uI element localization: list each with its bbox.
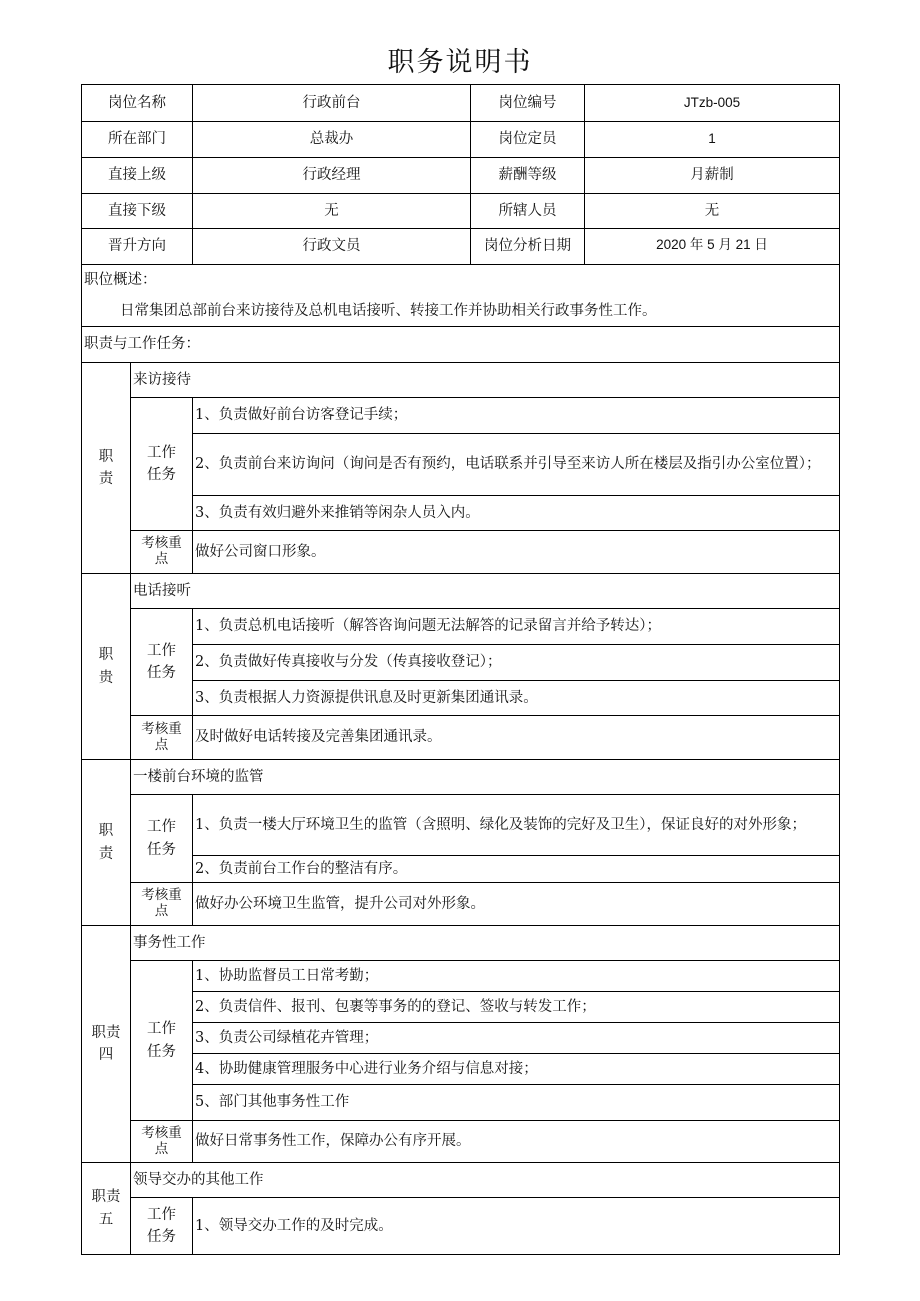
task-item: 1、负责总机电话接听（解答咨询问题无法解答的记录留言并给予转达）； [193, 609, 840, 645]
info-value: 月薪制 [585, 158, 840, 194]
document-title: 职务说明书 [387, 47, 533, 78]
job-description-table [81, 84, 840, 1255]
task-row [82, 1023, 840, 1054]
task-item: 1、领导交办工作的及时完成。 [193, 1198, 840, 1255]
task-label: 工作任务 [131, 795, 193, 883]
duty-5-label: 职责五 [82, 1163, 131, 1255]
assess-row [82, 1121, 840, 1163]
info-value: 行政经理 [193, 158, 471, 194]
duty-5-title: 领导交办的其他工作 [131, 1163, 840, 1198]
assess-text: 做好公司窗口形象。 [193, 531, 840, 574]
assess-row [82, 716, 840, 760]
assess-text: 做好日常事务性工作，保障办公有序开展。 [193, 1121, 840, 1163]
task-row [82, 398, 840, 434]
duty-1-title: 来访接待 [131, 363, 840, 398]
task-item: 2、负责做好传真接收与分发（传真接收登记）； [193, 645, 840, 681]
info-label: 直接上级 [82, 158, 193, 194]
info-label: 薪酬等级 [471, 158, 585, 194]
overview-text: 日常集团总部前台来访接待及总机电话接听、转接工作并协助相关行政事务性工作。 [120, 302, 657, 319]
task-label: 工作任务 [131, 961, 193, 1121]
task-row [82, 856, 840, 883]
duty-2-title-row [82, 574, 840, 609]
duties-heading: 职责与工作任务： [82, 327, 840, 363]
info-value: 行政前台 [193, 85, 471, 122]
duty-3-title-row [82, 760, 840, 795]
info-value: 1 [585, 122, 840, 158]
duty-3-label: 职责 [82, 760, 131, 926]
info-row [82, 85, 840, 122]
duty-3-title: 一楼前台环境的监管 [131, 760, 840, 795]
task-item: 4、协助健康管理服务中心进行业务介绍与信息对接； [193, 1054, 840, 1085]
info-label: 晋升方向 [82, 229, 193, 265]
assess-text: 及时做好电话转接及完善集团通讯录。 [193, 716, 840, 760]
task-row [82, 1085, 840, 1121]
task-row [82, 961, 840, 992]
duty-2-title: 电话接听 [131, 574, 840, 609]
duty-1-label: 职责 [82, 363, 131, 574]
info-row [82, 194, 840, 229]
task-row [82, 434, 840, 496]
info-label: 岗位定员 [471, 122, 585, 158]
assess-row [82, 531, 840, 574]
task-row [82, 1054, 840, 1085]
duty-4-title-row [82, 926, 840, 961]
overview-row [82, 265, 840, 327]
task-row [82, 609, 840, 645]
assess-row [82, 883, 840, 926]
info-row [82, 229, 840, 265]
info-label: 岗位名称 [82, 85, 193, 122]
task-label: 工作任务 [131, 609, 193, 716]
assess-label: 考核重点 [131, 883, 193, 926]
info-value: 行政文员 [193, 229, 471, 265]
duty-1-title-row [82, 363, 840, 398]
info-value: 2020 年 5 月 21 日 [585, 229, 840, 265]
task-item: 2、负责前台工作台的整洁有序。 [193, 856, 840, 883]
info-row [82, 122, 840, 158]
task-item: 5、部门其他事务性工作 [193, 1085, 840, 1121]
task-label: 工作任务 [131, 1198, 193, 1255]
assess-text: 做好办公环境卫生监管，提升公司对外形象。 [193, 883, 840, 926]
info-value: 无 [585, 194, 840, 229]
task-item: 1、负责做好前台访客登记手续； [193, 398, 840, 434]
info-value: 无 [193, 194, 471, 229]
assess-label: 考核重点 [131, 716, 193, 760]
task-item: 2、负责信件、报刊、包裹等事务的的登记、签收与转发工作； [193, 992, 840, 1023]
task-item: 2、负责前台来访询问（询问是否有预约，电话联系并引导至来访人所在楼层及指引办公室位置）； [193, 434, 840, 496]
duty-5-title-row [82, 1163, 840, 1198]
info-value: 总裁办 [193, 122, 471, 158]
task-row [82, 1198, 840, 1255]
task-item: 1、负责一楼大厅环境卫生的监管（含照明、绿化及装饰的完好及卫生），保证良好的对外形象； [193, 795, 840, 856]
task-item: 3、负责根据人力资源提供讯息及时更新集团通讯录。 [193, 681, 840, 716]
task-item: 1、协助监督员工日常考勤； [193, 961, 840, 992]
info-label: 直接下级 [82, 194, 193, 229]
task-label: 工作任务 [131, 398, 193, 531]
info-label: 岗位编号 [471, 85, 585, 122]
info-value: JTzb-005 [585, 85, 840, 122]
task-row [82, 496, 840, 531]
assess-label: 考核重点 [131, 1121, 193, 1163]
info-row [82, 158, 840, 194]
assess-label: 考核重点 [131, 531, 193, 574]
info-label: 所辖人员 [471, 194, 585, 229]
info-label: 所在部门 [82, 122, 193, 158]
task-row [82, 645, 840, 681]
overview-heading: 职位概述： [84, 272, 157, 289]
task-item: 3、负责有效归避外来推销等闲杂人员入内。 [193, 496, 840, 531]
task-row [82, 992, 840, 1023]
info-label: 岗位分析日期 [471, 229, 585, 265]
duty-2-label: 职贵 [82, 574, 131, 760]
task-item: 3、负责公司绿植花卉管理； [193, 1023, 840, 1054]
duty-4-title: 事务性工作 [131, 926, 840, 961]
duties-heading-row [82, 327, 840, 363]
task-row [82, 795, 840, 856]
duty-4-label: 职责四 [82, 926, 131, 1163]
task-row [82, 681, 840, 716]
